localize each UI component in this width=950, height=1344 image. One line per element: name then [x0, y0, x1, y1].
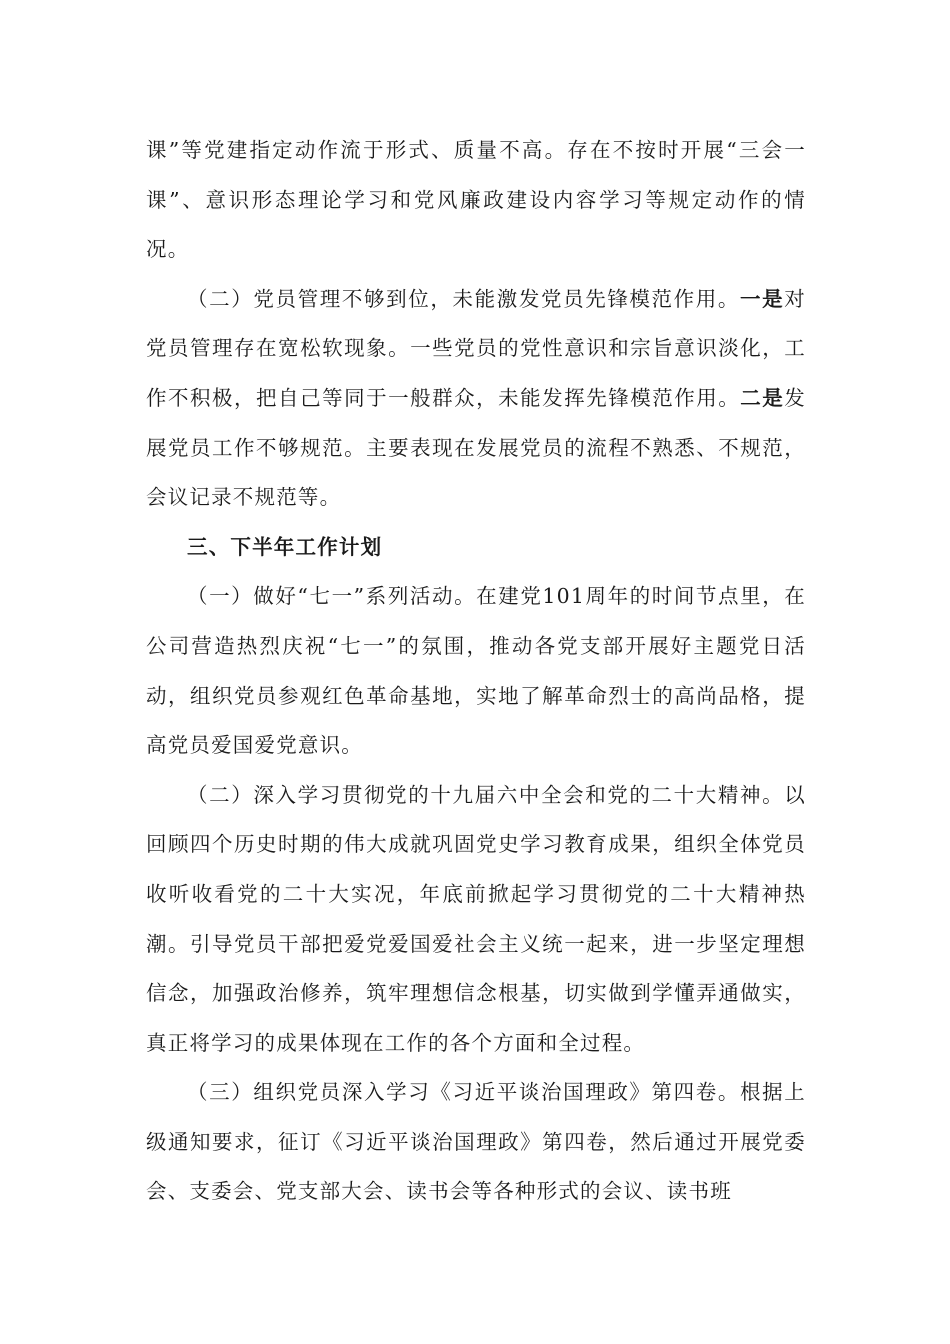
document-page	[146, 126, 806, 1217]
paragraph-lead: （二）党员管理不够到位，未能激发党员先锋模范作用。	[187, 286, 741, 311]
section-heading: 三、下半年工作计划	[187, 534, 383, 559]
paragraph-party-member-management	[146, 275, 806, 523]
paragraph-study-congress-spirit	[146, 771, 806, 1069]
emphasis-first: 一是	[740, 286, 785, 311]
paragraph-text: （一）做好“七一”系列活动。在建党101周年的时间节点里，在公司营造热烈庆祝“七一”的氛围，推动各党支部开展好主题党日活动，组织党员参观红色革命基地，实地了解革命烈士的高尚品格，提高党员爱国爱党意识。	[146, 584, 806, 758]
paragraph-text: （三）组织党员深入学习《习近平谈治国理政》第四卷。根据上级通知要求，征订《习近平谈治国理政》第四卷，然后通过开展党委会、支委会、党支部大会、读书会等各种形式的会议、读书班	[146, 1080, 806, 1204]
paragraph-text: 课”等党建指定动作流于形式、质量不高。存在不按时开展“三会一课”、意识形态理论学习和党风廉政建设内容学习等规定动作的情况。	[146, 138, 806, 262]
paragraph-text: 发展党员工作不够规范。主要表现在发展党员的流程不熟悉、不规范，会议记录不规范等。	[146, 385, 806, 510]
paragraph-continuation	[146, 126, 806, 275]
emphasis-second: 二是	[740, 385, 785, 410]
paragraph-text: 对党员管理存在宽松软现象。一些党员的党性意识和宗旨意识淡化，工作不积极，把自己等同于一般群众，未能发挥先锋模范作用。	[146, 286, 806, 410]
paragraph-text: （二）深入学习贯彻党的十九届六中全会和党的二十大精神。以回顾四个历史时期的伟大成就巩固党史学习教育成果，组织全体党员收听收看党的二十大实况，年底前掀起学习贯彻党的二十大精神热潮。引导党员干部把爱党爱国爱社会主义统一起来，进一步坚定理想信念，加强政治修养，筑牢理想信念根基，切实做到学懂弄通做实，真正将学习的成果体现在工作的各个方面和全过程。	[146, 782, 806, 1055]
paragraph-july-first-activities	[146, 572, 806, 770]
paragraph-study-governance-book	[146, 1068, 806, 1217]
